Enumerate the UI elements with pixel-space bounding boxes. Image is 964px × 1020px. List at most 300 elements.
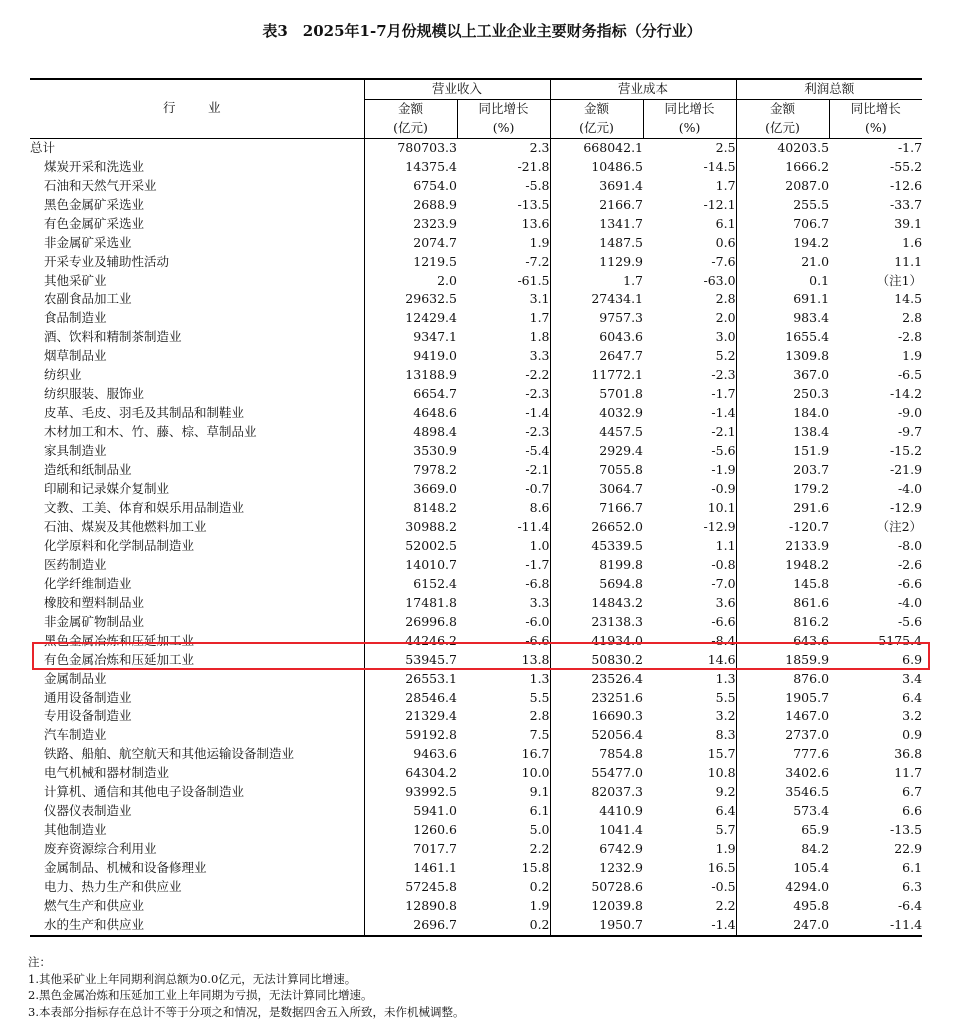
- cell-profit: 983.4: [736, 309, 829, 328]
- industry-name: 金属制品业: [30, 670, 364, 689]
- cell-rev: 6754.0: [364, 177, 457, 196]
- cell-rev-g: 15.8: [457, 859, 550, 878]
- cell-rev-g: -6.8: [457, 575, 550, 594]
- table-row: [30, 423, 922, 442]
- profit-amount-header: 金额 (亿元): [736, 99, 829, 138]
- table-row: [30, 385, 922, 404]
- cell-profit-g: 1.9: [829, 347, 922, 366]
- table-row: [30, 177, 922, 196]
- cell-cost-g: -0.8: [643, 556, 736, 575]
- cell-cost: 1.7: [550, 272, 643, 291]
- footnote-heading: 注：: [28, 954, 464, 971]
- industry-name: 废弃资源综合利用业: [30, 840, 364, 859]
- cell-rev-g: -6.0: [457, 613, 550, 632]
- industry-name: 酒、饮料和精制茶制造业: [30, 328, 364, 347]
- cell-cost: 16690.3: [550, 707, 643, 726]
- cell-rev: 9419.0: [364, 347, 457, 366]
- cell-rev: 26996.8: [364, 613, 457, 632]
- cell-rev-g: 2.3: [457, 138, 550, 157]
- cell-rev-g: 1.7: [457, 309, 550, 328]
- table-row-highlighted: [30, 632, 922, 651]
- profit-header: 利润总额: [736, 79, 922, 99]
- cell-cost: 5694.8: [550, 575, 643, 594]
- cell-cost: 10486.5: [550, 158, 643, 177]
- cell-cost-g: -1.7: [643, 385, 736, 404]
- cell-rev: 6654.7: [364, 385, 457, 404]
- cell-profit-g: 39.1: [829, 215, 922, 234]
- cell-rev: 2323.9: [364, 215, 457, 234]
- cell-rev: 29632.5: [364, 290, 457, 309]
- cell-rev: 14375.4: [364, 158, 457, 177]
- cell-rev-g: -1.4: [457, 404, 550, 423]
- industry-name: 烟草制品业: [30, 347, 364, 366]
- cell-cost: 4410.9: [550, 802, 643, 821]
- cell-rev: 4898.4: [364, 423, 457, 442]
- cell-rev-g: -2.2: [457, 366, 550, 385]
- cell-profit-g: -6.4: [829, 897, 922, 916]
- cell-rev: 2688.9: [364, 196, 457, 215]
- cell-cost-g: 2.8: [643, 290, 736, 309]
- cell-rev: 17481.8: [364, 594, 457, 613]
- cell-profit-g: 5175.4: [829, 632, 922, 651]
- cell-profit: 65.9: [736, 821, 829, 840]
- cell-cost-g: -0.9: [643, 480, 736, 499]
- industry-header: 行 业: [30, 79, 364, 138]
- cell-profit-g: 6.3: [829, 878, 922, 897]
- cell-cost-g: -6.6: [643, 613, 736, 632]
- table-row: [30, 613, 922, 632]
- cell-rev-g: -2.3: [457, 423, 550, 442]
- cell-rev: 44246.2: [364, 632, 457, 651]
- table-row: [30, 347, 922, 366]
- cell-cost-g: -0.5: [643, 878, 736, 897]
- table-row: [30, 897, 922, 916]
- cell-cost: 1487.5: [550, 234, 643, 253]
- industry-name: 仪器仪表制造业: [30, 802, 364, 821]
- cell-rev: 21329.4: [364, 707, 457, 726]
- cell-cost-g: -12.9: [643, 518, 736, 537]
- cell-rev: 9463.6: [364, 745, 457, 764]
- cell-cost-g: 9.2: [643, 783, 736, 802]
- table-row: [30, 745, 922, 764]
- footnote-1: 1.其他采矿业上年同期利润总额为0.0亿元，无法计算同比增速。: [28, 971, 464, 988]
- cell-profit-g: 6.7: [829, 783, 922, 802]
- cell-cost-g: -63.0: [643, 272, 736, 291]
- table-row: [30, 726, 922, 745]
- cell-cost-g: 1.9: [643, 840, 736, 859]
- cell-cost: 8199.8: [550, 556, 643, 575]
- cell-rev-g: 3.1: [457, 290, 550, 309]
- cell-profit: 138.4: [736, 423, 829, 442]
- cell-profit: 861.6: [736, 594, 829, 613]
- cell-cost: 26652.0: [550, 518, 643, 537]
- cell-profit-g: -2.8: [829, 328, 922, 347]
- cell-rev-g: 3.3: [457, 347, 550, 366]
- industry-name: 石油、煤炭及其他燃料加工业: [30, 518, 364, 537]
- cell-rev: 12429.4: [364, 309, 457, 328]
- cell-profit: -120.7: [736, 518, 829, 537]
- cell-rev: 3669.0: [364, 480, 457, 499]
- cell-cost: 1129.9: [550, 253, 643, 272]
- cell-rev: 780703.3: [364, 138, 457, 157]
- cell-profit: 255.5: [736, 196, 829, 215]
- cell-rev: 4648.6: [364, 404, 457, 423]
- table-row: [30, 537, 922, 556]
- cell-profit-g: -12.6: [829, 177, 922, 196]
- cell-cost-g: 3.6: [643, 594, 736, 613]
- table-row: [30, 480, 922, 499]
- industry-name: 有色金属冶炼和压延加工业: [30, 651, 364, 670]
- cell-cost-g: 2.5: [643, 138, 736, 157]
- cell-profit-g: -55.2: [829, 158, 922, 177]
- cell-profit: 2133.9: [736, 537, 829, 556]
- cell-profit: 1309.8: [736, 347, 829, 366]
- cell-cost-g: -1.9: [643, 461, 736, 480]
- cell-profit: 203.7: [736, 461, 829, 480]
- industry-name: 文教、工美、体育和娱乐用品制造业: [30, 499, 364, 518]
- cell-profit: 1948.2: [736, 556, 829, 575]
- cell-cost: 5701.8: [550, 385, 643, 404]
- cell-profit: 2737.0: [736, 726, 829, 745]
- cell-cost: 7854.8: [550, 745, 643, 764]
- cell-cost-g: 6.1: [643, 215, 736, 234]
- cell-rev: 5941.0: [364, 802, 457, 821]
- cell-rev: 57245.8: [364, 878, 457, 897]
- cell-rev-g: 10.0: [457, 764, 550, 783]
- cell-profit-g: 14.5: [829, 290, 922, 309]
- industry-name: 铁路、船舶、航空航天和其他运输设备制造业: [30, 745, 364, 764]
- industry-name: 食品制造业: [30, 309, 364, 328]
- cell-rev-g: -21.8: [457, 158, 550, 177]
- table-row: [30, 253, 922, 272]
- cell-rev: 12890.8: [364, 897, 457, 916]
- industry-name: 皮革、毛皮、羽毛及其制品和制鞋业: [30, 404, 364, 423]
- cell-profit: 1666.2: [736, 158, 829, 177]
- cell-rev-g: 1.9: [457, 234, 550, 253]
- cell-profit: 706.7: [736, 215, 829, 234]
- cell-cost: 82037.3: [550, 783, 643, 802]
- cell-profit-g: 11.7: [829, 764, 922, 783]
- cell-cost: 55477.0: [550, 764, 643, 783]
- cell-profit-g: -12.9: [829, 499, 922, 518]
- cell-profit-g: 36.8: [829, 745, 922, 764]
- cell-profit-g: -1.7: [829, 138, 922, 157]
- cell-rev: 1260.6: [364, 821, 457, 840]
- cell-cost: 1041.4: [550, 821, 643, 840]
- cell-rev: 53945.7: [364, 651, 457, 670]
- cell-cost-g: -7.0: [643, 575, 736, 594]
- cell-profit: 145.8: [736, 575, 829, 594]
- cell-rev-g: -1.7: [457, 556, 550, 575]
- cell-profit: 573.4: [736, 802, 829, 821]
- cell-cost-g: 1.3: [643, 670, 736, 689]
- cost-header: 营业成本: [550, 79, 736, 99]
- cell-rev: 2696.7: [364, 916, 457, 936]
- industry-name: 非金属矿采选业: [30, 234, 364, 253]
- table-row: [30, 518, 922, 537]
- table-row: [30, 764, 922, 783]
- cell-cost: 1341.7: [550, 215, 643, 234]
- table-row: [30, 783, 922, 802]
- table-row: [30, 442, 922, 461]
- cell-profit-g: -13.5: [829, 821, 922, 840]
- cell-profit: 816.2: [736, 613, 829, 632]
- cell-profit-g: -11.4: [829, 916, 922, 936]
- cell-rev-g: 2.2: [457, 840, 550, 859]
- cell-profit-g: 2.8: [829, 309, 922, 328]
- industry-name: 纺织服装、服饰业: [30, 385, 364, 404]
- cell-cost: 9757.3: [550, 309, 643, 328]
- cell-rev: 26553.1: [364, 670, 457, 689]
- cell-rev-g: -11.4: [457, 518, 550, 537]
- table-row: [30, 821, 922, 840]
- financial-table: [30, 78, 922, 937]
- cell-rev-g: -2.3: [457, 385, 550, 404]
- cell-profit: 250.3: [736, 385, 829, 404]
- cell-profit-g: -14.2: [829, 385, 922, 404]
- cell-cost-g: 3.0: [643, 328, 736, 347]
- industry-name: 其他采矿业: [30, 272, 364, 291]
- revenue-growth-header: 同比增长 (%): [457, 99, 550, 138]
- industry-name: 化学纤维制造业: [30, 575, 364, 594]
- cell-cost: 50728.6: [550, 878, 643, 897]
- cell-profit: 105.4: [736, 859, 829, 878]
- cell-rev-g: 6.1: [457, 802, 550, 821]
- table-row: [30, 707, 922, 726]
- industry-name: 造纸和纸制品业: [30, 461, 364, 480]
- profit-growth-header: 同比增长 (%): [829, 99, 922, 138]
- cell-rev: 9347.1: [364, 328, 457, 347]
- cell-rev-g: -5.4: [457, 442, 550, 461]
- footnotes: [28, 954, 464, 1020]
- cell-profit: 194.2: [736, 234, 829, 253]
- industry-name: 其他制造业: [30, 821, 364, 840]
- cell-rev-g: -5.8: [457, 177, 550, 196]
- cell-rev-g: 7.5: [457, 726, 550, 745]
- cell-rev: 14010.7: [364, 556, 457, 575]
- cell-profit: 3546.5: [736, 783, 829, 802]
- cell-profit: 84.2: [736, 840, 829, 859]
- cell-profit: 876.0: [736, 670, 829, 689]
- industry-name: 家具制造业: [30, 442, 364, 461]
- cell-rev: 7978.2: [364, 461, 457, 480]
- cell-cost: 14843.2: [550, 594, 643, 613]
- cell-rev: 2.0: [364, 272, 457, 291]
- table-row: [30, 328, 922, 347]
- cell-profit-g: -21.9: [829, 461, 922, 480]
- cell-profit: 151.9: [736, 442, 829, 461]
- cell-profit-g: -6.5: [829, 366, 922, 385]
- cell-rev: 13188.9: [364, 366, 457, 385]
- cell-profit: 184.0: [736, 404, 829, 423]
- table-row: [30, 594, 922, 613]
- table-row: [30, 366, 922, 385]
- industry-name: 金属制品、机械和设备修理业: [30, 859, 364, 878]
- table-row: [30, 138, 922, 157]
- cell-cost-g: 14.6: [643, 651, 736, 670]
- cell-profit: 691.1: [736, 290, 829, 309]
- industry-name: 煤炭开采和洗选业: [30, 158, 364, 177]
- cell-rev-g: -6.6: [457, 632, 550, 651]
- table-row: [30, 689, 922, 708]
- cell-profit-g: -4.0: [829, 480, 922, 499]
- table-row: [30, 575, 922, 594]
- cell-cost-g: 10.1: [643, 499, 736, 518]
- industry-name: 医药制造业: [30, 556, 364, 575]
- cell-profit: 1467.0: [736, 707, 829, 726]
- industry-name: 燃气生产和供应业: [30, 897, 364, 916]
- table-row: [30, 290, 922, 309]
- cell-cost: 23138.3: [550, 613, 643, 632]
- cell-rev-g: 13.6: [457, 215, 550, 234]
- cell-rev: 1219.5: [364, 253, 457, 272]
- cell-rev-g: 5.5: [457, 689, 550, 708]
- cell-profit-g: -2.6: [829, 556, 922, 575]
- cell-rev: 7017.7: [364, 840, 457, 859]
- cell-cost-g: 5.2: [643, 347, 736, 366]
- cell-profit-g: 0.9: [829, 726, 922, 745]
- cell-cost: 6742.9: [550, 840, 643, 859]
- cell-rev-g: -2.1: [457, 461, 550, 480]
- cell-cost-g: -5.6: [643, 442, 736, 461]
- cell-rev-g: 0.2: [457, 916, 550, 936]
- revenue-amount-header: 金额 (亿元): [364, 99, 457, 138]
- industry-name: 汽车制造业: [30, 726, 364, 745]
- footnote-2: 2.黑色金属冶炼和压延加工业上年同期为亏损，无法计算同比增速。: [28, 987, 464, 1004]
- cell-rev-g: 13.8: [457, 651, 550, 670]
- cell-rev: 93992.5: [364, 783, 457, 802]
- industry-name: 总计: [30, 138, 364, 157]
- cell-profit: 3402.6: [736, 764, 829, 783]
- cell-cost: 7055.8: [550, 461, 643, 480]
- cell-profit-g: （注2）: [829, 518, 922, 537]
- cell-profit-g: -9.0: [829, 404, 922, 423]
- cell-rev: 28546.4: [364, 689, 457, 708]
- cell-profit: 4294.0: [736, 878, 829, 897]
- industry-name: 印刷和记录媒介复制业: [30, 480, 364, 499]
- cell-profit-g: -8.0: [829, 537, 922, 556]
- cell-cost-g: 2.0: [643, 309, 736, 328]
- cell-rev-g: 16.7: [457, 745, 550, 764]
- cost-growth-header: 同比增长 (%): [643, 99, 736, 138]
- cell-rev: 2074.7: [364, 234, 457, 253]
- cell-cost-g: 1.7: [643, 177, 736, 196]
- cell-profit-g: 11.1: [829, 253, 922, 272]
- cost-amount-header: 金额 (亿元): [550, 99, 643, 138]
- table-row: [30, 499, 922, 518]
- page-title: 表3 2025年1-7月份规模以上工业企业主要财务指标（分行业）: [0, 20, 964, 41]
- cell-cost-g: 10.8: [643, 764, 736, 783]
- cell-profit-g: -33.7: [829, 196, 922, 215]
- cell-rev-g: 5.0: [457, 821, 550, 840]
- cell-rev-g: 2.8: [457, 707, 550, 726]
- cell-cost: 3064.7: [550, 480, 643, 499]
- cell-cost-g: 8.3: [643, 726, 736, 745]
- cell-profit-g: 6.9: [829, 651, 922, 670]
- cell-profit: 21.0: [736, 253, 829, 272]
- cell-profit: 0.1: [736, 272, 829, 291]
- table-row: [30, 859, 922, 878]
- table-row: [30, 802, 922, 821]
- cell-rev: 6152.4: [364, 575, 457, 594]
- industry-name: 木材加工和木、竹、藤、棕、草制品业: [30, 423, 364, 442]
- cell-cost-g: -2.1: [643, 423, 736, 442]
- cell-cost-g: -2.3: [643, 366, 736, 385]
- cell-cost: 41934.0: [550, 632, 643, 651]
- cell-cost: 45339.5: [550, 537, 643, 556]
- cell-profit: 643.6: [736, 632, 829, 651]
- cell-profit-g: -4.0: [829, 594, 922, 613]
- table-row: [30, 234, 922, 253]
- industry-name: 农副食品加工业: [30, 290, 364, 309]
- cell-profit-g: 3.2: [829, 707, 922, 726]
- table-row: [30, 196, 922, 215]
- cell-profit: 777.6: [736, 745, 829, 764]
- cell-rev: 30988.2: [364, 518, 457, 537]
- cell-cost: 668042.1: [550, 138, 643, 157]
- table-row: [30, 878, 922, 897]
- industry-name: 专用设备制造业: [30, 707, 364, 726]
- industry-name: 电气机械和器材制造业: [30, 764, 364, 783]
- cell-cost: 6043.6: [550, 328, 643, 347]
- industry-name: 电力、热力生产和供应业: [30, 878, 364, 897]
- cell-rev-g: 1.8: [457, 328, 550, 347]
- industry-name: 纺织业: [30, 366, 364, 385]
- table-row: [30, 309, 922, 328]
- cell-cost-g: -14.5: [643, 158, 736, 177]
- industry-name: 有色金属矿采选业: [30, 215, 364, 234]
- table-row: [30, 670, 922, 689]
- industry-name: 石油和天然气开采业: [30, 177, 364, 196]
- table-row: [30, 840, 922, 859]
- cell-rev: 3530.9: [364, 442, 457, 461]
- cell-cost-g: 3.2: [643, 707, 736, 726]
- cell-rev: 64304.2: [364, 764, 457, 783]
- cell-profit-g: 6.4: [829, 689, 922, 708]
- cell-profit: 1655.4: [736, 328, 829, 347]
- cell-profit-g: 6.6: [829, 802, 922, 821]
- table-row: [30, 461, 922, 480]
- cell-cost: 1950.7: [550, 916, 643, 936]
- table-row: [30, 272, 922, 291]
- cell-profit: 1905.7: [736, 689, 829, 708]
- cell-profit: 247.0: [736, 916, 829, 936]
- cell-cost-g: 6.4: [643, 802, 736, 821]
- revenue-header: 营业收入: [364, 79, 550, 99]
- cell-rev-g: 1.0: [457, 537, 550, 556]
- cell-cost: 23251.6: [550, 689, 643, 708]
- cell-cost-g: -1.4: [643, 404, 736, 423]
- table-row: [30, 158, 922, 177]
- industry-name: 非金属矿物制品业: [30, 613, 364, 632]
- cell-profit-g: 3.4: [829, 670, 922, 689]
- cell-rev-g: -13.5: [457, 196, 550, 215]
- table-row: [30, 556, 922, 575]
- cell-cost-g: -12.1: [643, 196, 736, 215]
- cell-profit-g: -5.6: [829, 613, 922, 632]
- cell-cost: 7166.7: [550, 499, 643, 518]
- cell-rev: 52002.5: [364, 537, 457, 556]
- cell-profit: 40203.5: [736, 138, 829, 157]
- cell-rev-g: 1.3: [457, 670, 550, 689]
- cell-rev: 59192.8: [364, 726, 457, 745]
- industry-name: 黑色金属矿采选业: [30, 196, 364, 215]
- cell-cost: 23526.4: [550, 670, 643, 689]
- cell-cost-g: 16.5: [643, 859, 736, 878]
- cell-cost-g: 5.5: [643, 689, 736, 708]
- cell-cost: 2647.7: [550, 347, 643, 366]
- cell-cost: 27434.1: [550, 290, 643, 309]
